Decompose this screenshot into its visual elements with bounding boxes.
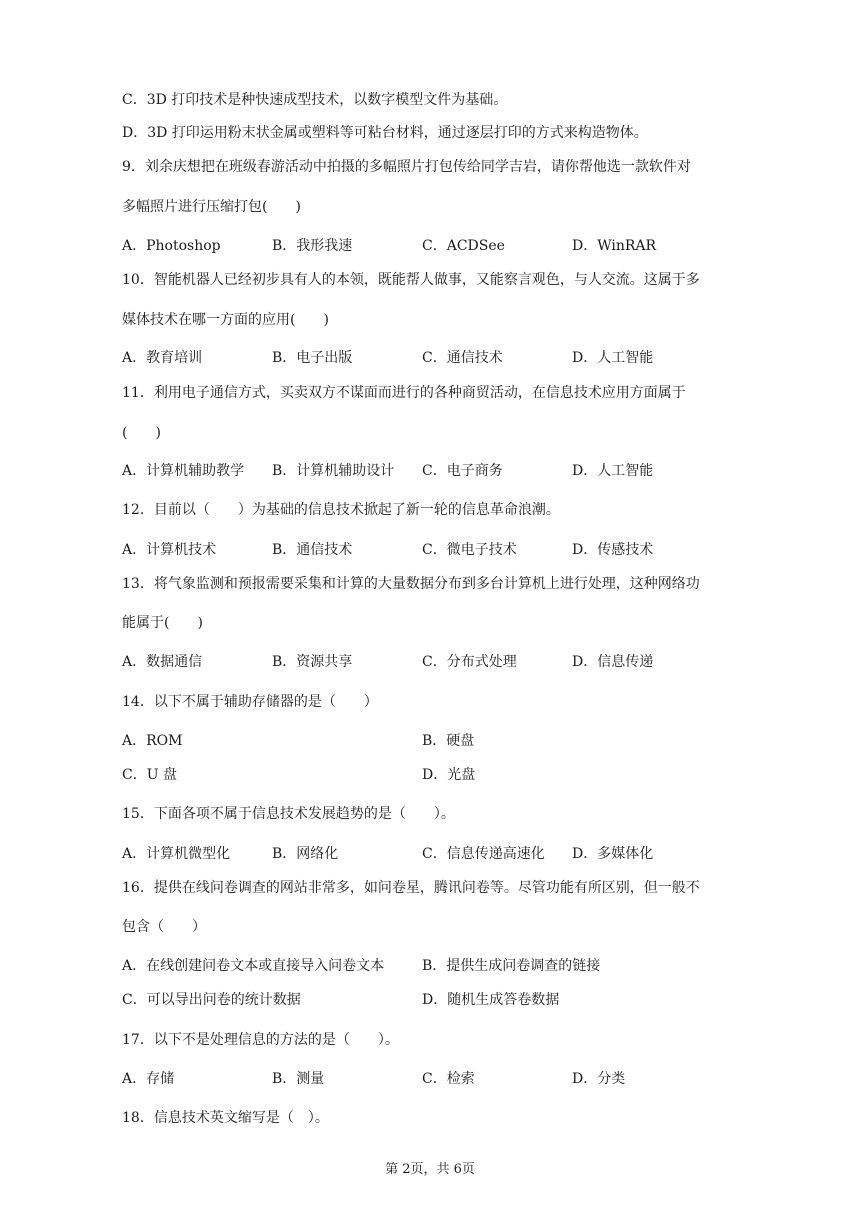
q11-stem-line2: ( ) (122, 425, 161, 441)
q16-option-d: D．随机生成答卷数据 (422, 992, 560, 1008)
q18-stem: 18．信息技术英文缩写是（ ）。 (122, 1110, 329, 1126)
q9-stem-line2: 多幅照片进行压缩打包( ) (122, 199, 301, 215)
q10-option-b: B．电子出版 (272, 350, 353, 366)
q9-stem-line1: 9．刘余庆想把在班级春游活动中拍摄的多幅照片打包传给同学吉岩，请你帮他选一款软件对 (122, 159, 691, 175)
q13-option-a: A．数据通信 (122, 654, 203, 670)
q11-option-d: D．人工智能 (572, 463, 654, 479)
q10-stem-line2: 媒体技术在哪一方面的应用( ) (122, 312, 329, 328)
q12-option-a: A．计算机技术 (122, 542, 217, 558)
q12-option-b: B．通信技术 (272, 542, 353, 558)
q11-option-a: A．计算机辅助教学 (122, 463, 245, 479)
q11-option-c: C．电子商务 (422, 463, 503, 479)
q16-option-a: A．在线创建问卷文本或直接导入问卷文本 (122, 958, 385, 974)
q9-option-d: D．WinRAR (572, 238, 657, 254)
q10-stem-line1: 10．智能机器人已经初步具有人的本领，既能帮人做事，又能察言观色，与人交流。这属于多 (122, 272, 700, 288)
q8-option-d: D．3D 打印运用粉末状金属或塑料等可粘台材料，通过逐层打印的方式来构造物体。 (122, 125, 648, 141)
q12-option-d: D．传感技术 (572, 542, 654, 558)
q9-option-c: C．ACDSee (422, 238, 505, 254)
q17-option-c: C．检索 (422, 1071, 475, 1087)
q13-option-c: C．分布式处理 (422, 654, 517, 670)
q11-option-b: B．计算机辅助设计 (272, 463, 395, 479)
q15-option-b: B．网络化 (272, 846, 339, 862)
q12-option-c: C．微电子技术 (422, 542, 517, 558)
q16-option-c: C．可以导出问卷的统计数据 (122, 992, 301, 1008)
q13-stem-line2: 能属于( ) (122, 615, 203, 631)
q17-option-d: D．分类 (572, 1071, 626, 1087)
q14-option-d: D．光盘 (422, 767, 476, 783)
q16-stem-line2: 包含（ ） (122, 919, 206, 935)
page-footer: 第 2页，共 6页 (385, 1162, 475, 1177)
q17-option-b: B．测量 (272, 1071, 325, 1087)
q14-option-c: C．U 盘 (122, 767, 177, 783)
q15-option-d: D．多媒体化 (572, 846, 654, 862)
q8-option-c: C．3D 打印技术是种快速成型技术，以数字模型文件为基础。 (122, 92, 508, 108)
q16-stem-line1: 16．提供在线问卷调查的网站非常多，如问卷星，腾讯问卷等。尽管功能有所区别，但一般不 (122, 880, 700, 896)
q13-stem-line1: 13．将气象监测和预报需要采集和计算的大量数据分布到多台计算机上进行处理，这种网络功 (122, 576, 700, 592)
q14-stem: 14．以下不属于辅助存储器的是（ ） (122, 694, 378, 710)
q15-option-a: A．计算机微型化 (122, 846, 231, 862)
q13-option-d: D．信息传递 (572, 654, 654, 670)
q9-option-a: A．Photoshop (122, 238, 221, 254)
q17-option-a: A．存储 (122, 1071, 175, 1087)
q9-option-b: B．我形我速 (272, 238, 353, 254)
q14-option-a: A．ROM (122, 733, 183, 749)
q10-option-a: A．教育培训 (122, 350, 203, 366)
q10-option-d: D．人工智能 (572, 350, 654, 366)
q15-option-c: C．信息传递高速化 (422, 846, 545, 862)
q11-stem-line1: 11．利用电子通信方式，买卖双方不谋面而进行的各种商贸活动，在信息技术应用方面属于 (122, 385, 686, 401)
q15-stem: 15．下面各项不属于信息技术发展趋势的是（ ）。 (122, 806, 455, 822)
q16-option-b: B．提供生成问卷调查的链接 (422, 958, 601, 974)
q10-option-c: C．通信技术 (422, 350, 503, 366)
q14-option-b: B．硬盘 (422, 733, 475, 749)
q12-stem: 12．目前以（ ）为基础的信息技术掀起了新一轮的信息革命浪潮。 (122, 502, 560, 518)
q17-stem: 17．以下不是处理信息的方法的是（ ）。 (122, 1032, 399, 1048)
q13-option-b: B．资源共享 (272, 654, 353, 670)
